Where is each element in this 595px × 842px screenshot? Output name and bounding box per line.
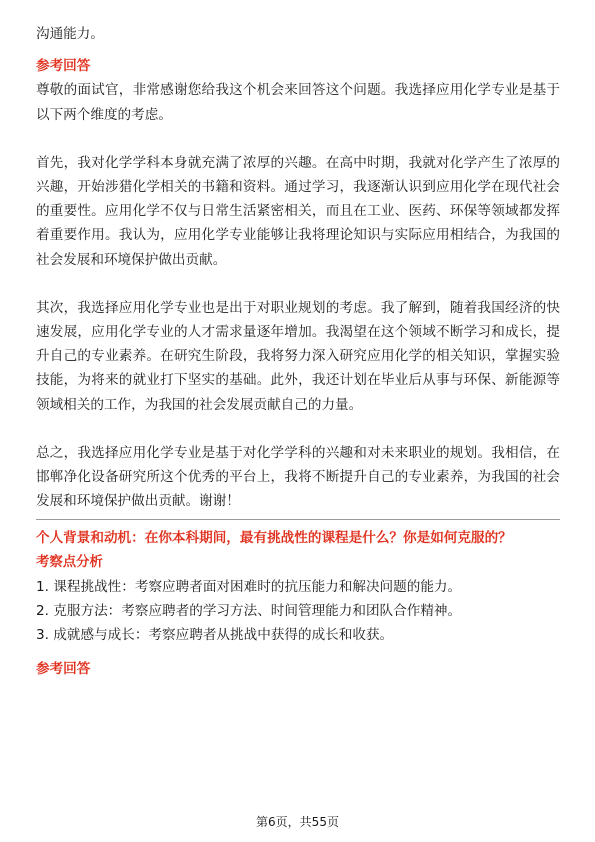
answer-paragraph: 首先，我对化学学科本身就充满了浓厚的兴趣。在高中时期，我就对化学产生了浓厚的兴趣，开始涉猎化学相关的书籍和资料。通过学习，我逐渐认识到应用化学在现代社会的重要性。应用化学不仅与日常生活紧密相关，而且在工业、医药、环保等领域都发挥着重要作用。我认为，应用化学专业能够让我将理论知识与实际应用相结合，为我国的社会发展和环境保护做出贡献。	[36, 154, 560, 268]
analysis-heading: 考察点分析	[36, 554, 103, 570]
answer-paragraph: 尊敬的面试官，非常感谢您给我这个机会来回答这个问题。我选择应用化学专业是基于以下两个维度的考虑。	[36, 82, 560, 123]
answer-heading: 参考回答	[36, 58, 91, 75]
answer-heading: 参考回答	[36, 661, 91, 678]
answer-paragraph: 其次，我选择应用化学专业也是出于对职业规划的考虑。我了解到，随着我国经济的快速发展，应用化学专业的人才需求量逐年增加。我渴望在这个领域不断学习和成长，提升自己的专业素养。在研究生阶段，我将努力深入研究应用化学的相关知识，掌握实验技能，为将来的就业打下坚实的基础。此外，我还计划在毕业后从事与环保、新能源等领域相关的工作，为我国的社会发展贡献自己的力量。	[36, 299, 560, 413]
page-content	[36, 22, 560, 682]
intro-tail-text: 沟通能力。	[36, 26, 104, 42]
analysis-item: 1. 课程挑战性：考察应聘者面对困难时的抗压能力和解决问题的能力。	[36, 578, 462, 595]
page-number: 第6页，共55页	[256, 815, 339, 829]
analysis-item: 2. 克服方法：考察应聘者的学习方法、时间管理能力和团队合作精神。	[36, 603, 462, 620]
section-divider	[36, 519, 560, 520]
analysis-item: 3. 成就感与成长：考察应聘者从挑战中获得的成长和收获。	[36, 627, 394, 644]
answer-paragraph: 总之，我选择应用化学专业是基于对化学学科的兴趣和对未来职业的规划。我相信，在邯郸净化设备研究所这个优秀的平台上，我将不断提升自己的专业素养，为我国的社会发展和环境保护做出贡献。谢谢！	[36, 444, 560, 510]
question-heading: 个人背景和动机：在你本科期间，最有挑战性的课程是什么？你是如何克服的？	[36, 530, 512, 547]
